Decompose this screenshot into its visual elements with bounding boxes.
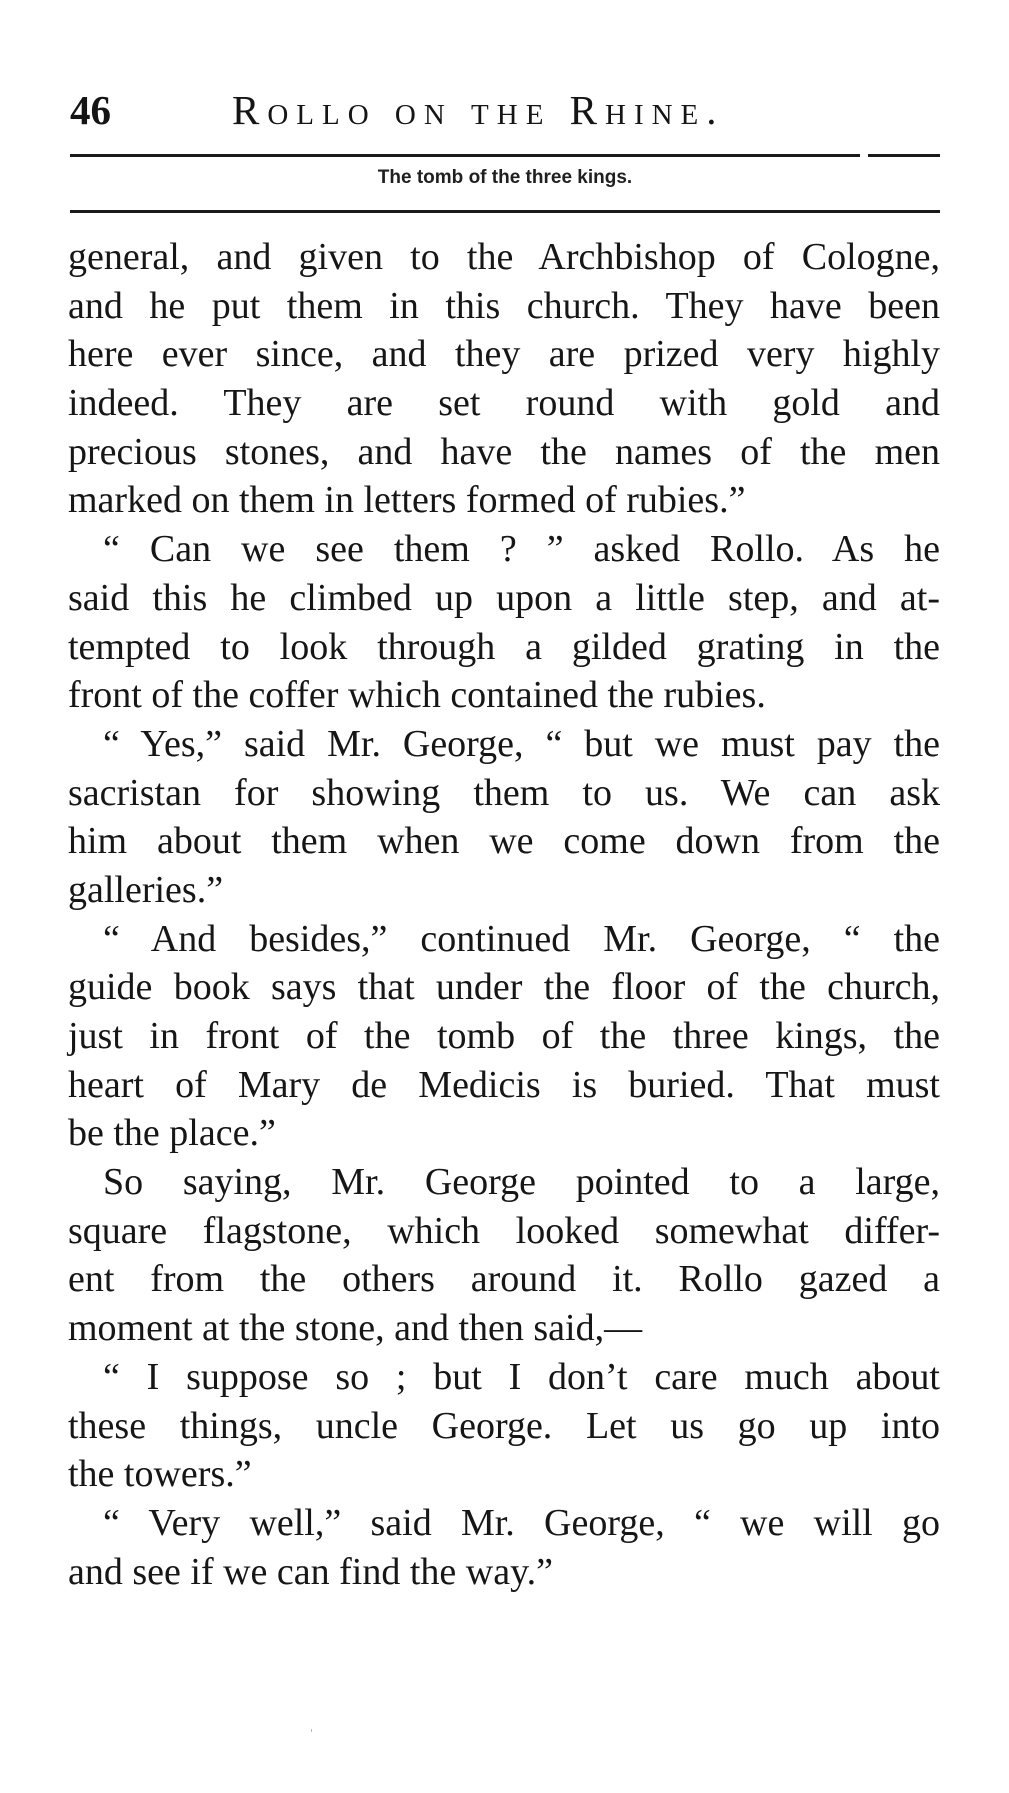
text-line: indeed. They are set round with gold and: [68, 382, 940, 425]
text-line: general, and given to the Archbishop of Cologne,: [68, 236, 940, 278]
text-line: “ Very well,” said Mr. George, “ we will go: [103, 1501, 940, 1544]
text-line: the towers.”: [68, 1453, 252, 1496]
paper-speck: [311, 1729, 312, 1732]
book-title: Rollo on the Rhine.: [232, 87, 725, 133]
text-line: these things, uncle George. Let us go up into: [68, 1404, 940, 1447]
text-line: marked on them in letters formed of rubies.”: [68, 479, 746, 522]
text-line: So saying, Mr. George pointed to a large,: [103, 1161, 940, 1204]
text-line: ent from the others around it. Rollo gazed a: [68, 1258, 940, 1301]
running-head: [70, 82, 950, 132]
header-rule-top: [70, 154, 860, 157]
text-line: him about them when we come down from the: [68, 820, 940, 863]
header-rule-bottom: [70, 210, 940, 213]
text-line: “ Yes,” said Mr. George, “ but we must pay the: [103, 722, 940, 765]
body-text: [68, 233, 940, 1596]
text-line: guide book says that under the floor of the church,: [68, 966, 940, 1009]
text-line: sacristan for showing them to us. We can ask: [68, 771, 940, 814]
text-line: “ And besides,” continued Mr. George, “ the: [103, 917, 940, 960]
text-line: square flagstone, which looked somewhat differ-: [68, 1209, 940, 1252]
text-line: and he put them in this church. They have been: [68, 284, 940, 327]
text-line: “ I suppose so ; but I don’t care much about: [103, 1355, 940, 1398]
text-line: just in front of the tomb of the three kings, the: [68, 1015, 940, 1057]
text-line: heart of Mary de Medicis is buried. That must: [68, 1063, 940, 1106]
text-line: here ever since, and they are prized very highly: [68, 333, 940, 376]
text-line: “ Can we see them ? ” asked Rollo. As he: [103, 528, 940, 571]
text-line: and see if we can find the way.”: [68, 1550, 553, 1593]
text-line: precious stones, and have the names of the men: [68, 430, 940, 473]
text-line: tempted to look through a gilded grating in the: [68, 625, 940, 668]
text-line: galleries.”: [68, 868, 224, 911]
header-rule-top-end: [868, 154, 940, 157]
section-heading: The tomb of the three kings.: [377, 167, 633, 188]
text-line: front of the coffer which contained the rubies.: [68, 674, 766, 717]
text-line: moment at the stone, and then said,—: [68, 1307, 643, 1350]
text-line: said this he climbed up upon a little step, and at-: [68, 576, 940, 619]
page-number: 46: [70, 87, 111, 133]
text-line: be the place.”: [68, 1112, 276, 1155]
